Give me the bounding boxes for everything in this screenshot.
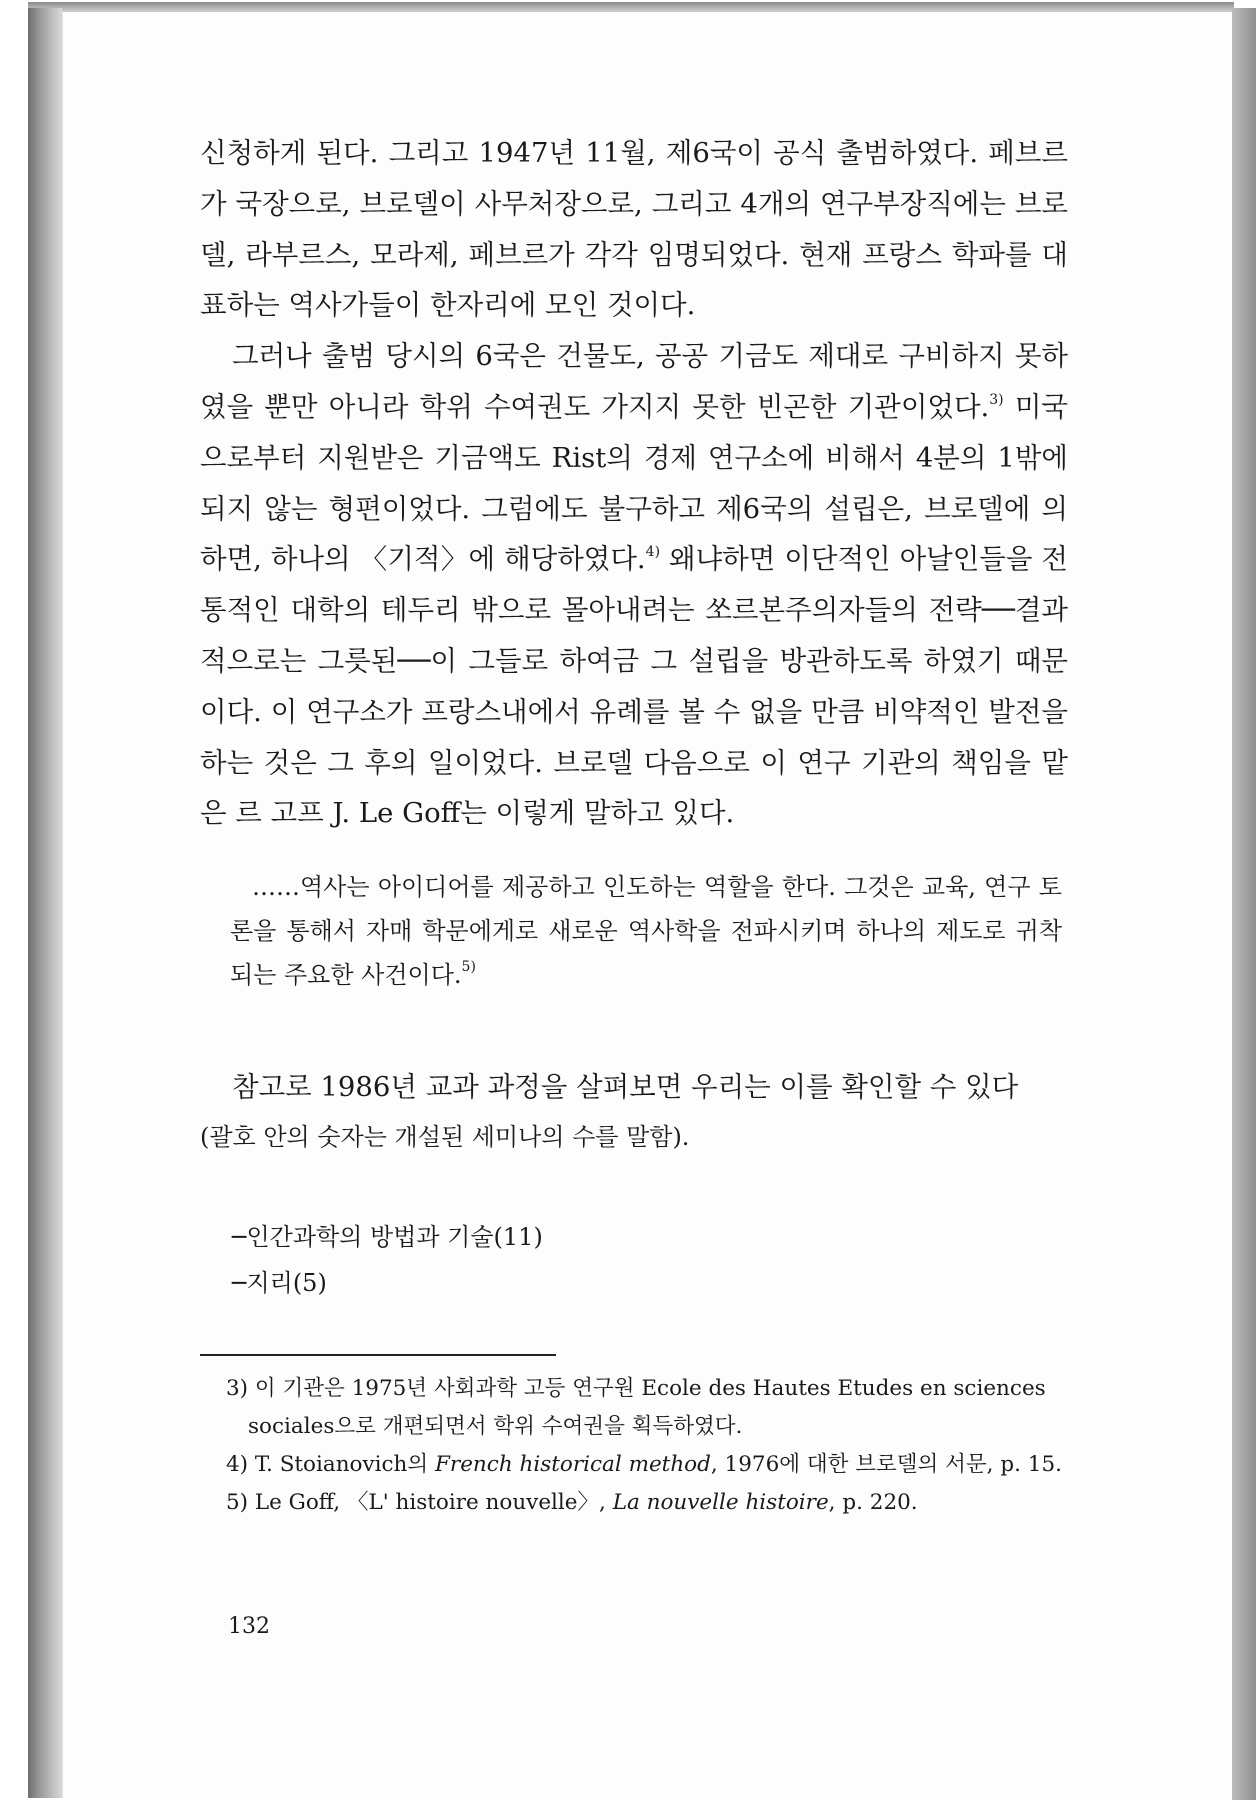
footnote-5: [226, 1484, 1068, 1522]
page-number: 132: [228, 1614, 270, 1639]
footnote-3-number: 3): [226, 1376, 249, 1401]
footnote-4-text-a: T. Stoianovich의: [254, 1452, 436, 1477]
footnote-3: [226, 1370, 1068, 1408]
footnote-5-number: 5): [226, 1490, 249, 1515]
paragraph-2-part-a: 그러나 출범 당시의 6국은 건물도, 공공 기금도 제대로 구비하지 못하였을 뿐만 아니라 학위 수여권도 가지지 못한 빈곤한 기관이었다.: [200, 340, 1068, 423]
page-right-edge: [1232, 8, 1256, 1800]
curriculum-note: (괄호 안의 숫자는 개설된 세미나의 수를 말함).: [200, 1123, 690, 1151]
footnote-3-line-1: 이 기관은 1975년 사회과학 고등 연구원 Ecole des Hautes Etudes en sciences: [254, 1376, 1046, 1401]
block-quote: [230, 865, 1062, 997]
list-item: ─인간과학의 방법과 기술(11): [232, 1223, 543, 1251]
footnote-4-text-b: , 1976에 대한 브로델의 서문, p. 15.: [710, 1452, 1062, 1477]
paragraph-1: 신청하게 된다. 그리고 1947년 11월, 제6국이 공식 출범하였다. 페브르가 국장으로, 브로델이 사무처장으로, 그리고 4개의 연구부장직에는 브로델, 라부르스, 모라제, 페브르가 각각 임명되었다. 현재 프랑스 학파를 대표하는 역사가들이 한자리에 모인 것이다.: [200, 137, 1068, 322]
footnote-4-number: 4): [226, 1452, 249, 1477]
footnote-4-title: French historical method: [435, 1452, 711, 1477]
paragraph-2-part-c: 왜냐하면 이단적인 아날인들을 전통적인 대학의 테두리 밖으로 몰아내려는 쏘르본주의자들의 전략──결과적으로는 그릇된──이 그들로 하여금 그 설립을 방관하도록 하였기 때문이다. 이 연구소가 프랑스내에서 유례를 볼 수 없을 만큼 비약적인 발전을 하는 것은 그 후의 일이었다. 브로델 다음으로 이 연구 기관의 책임을 맡은 르 고프 J. Le Goff는 이렇게 말하고 있다.: [200, 543, 1068, 830]
curriculum-list: [232, 1214, 543, 1306]
footnote-5-text-a: Le Goff, 〈L' histoire nouvelle〉,: [254, 1490, 613, 1515]
footnote-4: [226, 1446, 1068, 1484]
footnote-ref-4: 4): [645, 544, 661, 561]
paragraph-2: [200, 331, 1068, 839]
footnote-ref-3: 3): [989, 391, 1004, 408]
footnote-3-continuation: sociales으로 개편되면서 학위 수여권을 획득하였다.: [248, 1414, 743, 1439]
footnote-5-title: La nouvelle histoire: [612, 1490, 829, 1515]
footnotes: [226, 1370, 1068, 1522]
paragraph-2-part-b: 미국으로부터 지원받은 기금액도 Rist의 경제 연구소에 비해서 4분의 1밖에 되지 않는 형편이었다. 그럼에도 불구하고 제6국의 설립은, 브로델에 의하면, 하나의 〈기적〉에 해당하였다.: [200, 390, 1068, 576]
quote-text: ……역사는 아이디어를 제공하고 인도하는 역할을 한다. 그것은 교육, 연구 토론을 통해서 자매 학문에게로 새로운 역사학을 전파시키며 하나의 제도로 귀착되는 주요한 사건이다.: [230, 873, 1062, 989]
footnote-divider: [200, 1354, 556, 1356]
footnote-ref-5: 5): [461, 959, 476, 975]
book-spine-edge: [28, 8, 62, 1798]
footnote-5-text-b: , p. 220.: [828, 1490, 918, 1515]
curriculum-paragraph: [200, 1062, 1068, 1162]
list-item: ─지리(5): [232, 1269, 327, 1297]
curriculum-intro: 참고로 1986년 교과 과정을 살펴보면 우리는 이를 확인할 수 있다: [232, 1071, 1019, 1103]
page-top-edge: [28, 2, 1234, 12]
main-body-text: [200, 128, 1068, 839]
